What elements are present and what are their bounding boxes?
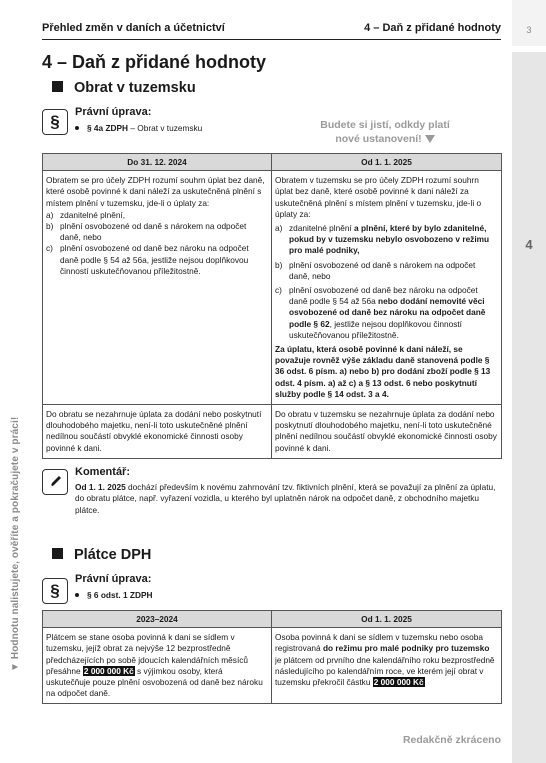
legal-basis-item: § 6 odst. 1 ZDPH: [75, 590, 152, 600]
column-header-new: Od 1. 1. 2025: [272, 611, 502, 628]
cell-old-exclusion: Do obratu se nezahrnuje úplata za dodání nebo poskytnutí dlouhodobého majetku, není-li toto uskutečněné plnění nedílnou součástí obvyklé ekonomické činnosti osoby povinné k dani.: [43, 405, 272, 459]
column-header-old: Do 31. 12. 2024: [43, 154, 272, 171]
square-bullet-icon: [52, 548, 63, 559]
vertical-hint: ▼ Hodnotu nalistujete, ověříte a pokračujete v práci!: [10, 416, 21, 672]
comment-text: Od 1. 1. 2025 dochází především k novému zahrnování tzv. fiktivních plnění, která se považují za plnění za úplatu, do obratu plátce, např. vyřazení vozidla, u kterého byl uplatněn nárok na odpočet daně, z obchodního majetku plátce.: [75, 482, 496, 515]
legal-basis-title: Právní úprava:: [75, 106, 152, 118]
header-chapter: 4 – Daň z přidané hodnoty: [364, 22, 501, 34]
header-publication: Přehled změn v daních a účetnictví: [42, 22, 225, 34]
column-header-new: Od 1. 1. 2025: [272, 154, 502, 171]
side-tab: [512, 0, 546, 763]
legal-basis-item: § 4a ZDPH – Obrat v tuzemsku: [75, 123, 202, 133]
section-heading-obrat: Obrat v tuzemsku: [52, 80, 196, 96]
paragraph-icon: §: [42, 578, 68, 604]
cell-new-payer: Osoba povinná k dani se sídlem v tuzemsku nebo osoba registrovaná do režimu pro malé podniky pro tuzemsko je plátcem od prvního dne kalendářního roku bezprostředně následujícího po kalendářním roce, ve kterém její obrat v tuzemsku překročil částku 2 000 000 Kč: [272, 628, 502, 704]
arrow-down-icon: [425, 135, 435, 143]
validity-notice: Budete si jistí, odkdy platí nové ustanovení!: [320, 119, 450, 145]
cell-new-exclusion: Do obratu v tuzemsku se nezahrnuje úplata za dodání nebo poskytnutí dlouhodobého majetku, není-li toto uskutečněné plnění nedílnou součástí obvyklé ekonomické činnosti osoby povinné k dani.: [272, 405, 502, 459]
chapter-number: 4: [525, 237, 533, 252]
legal-basis-title: Právní úprava:: [75, 573, 152, 585]
comment-title: Komentář:: [75, 466, 131, 478]
cell-old-payer: Plátcem se stane osoba povinná k dani se sídlem v tuzemsku, jejíž obrat za nejvýše 12 bezprostředně předcházejících po sobě jdoucích kalendářních měsíců přesáhne 2 000 000 Kč s výjimkou osoby, která uskutečňuje pouze plnění osvobozená od daně bez nároku na odpočet daně.: [43, 628, 272, 704]
page-number: 3: [512, 0, 546, 46]
pen-icon: [42, 469, 68, 495]
bullet-icon: [75, 593, 79, 597]
bullet-icon: [75, 126, 79, 130]
section-heading-platce: Plátce DPH: [52, 547, 151, 563]
comparison-table-obrat: [42, 153, 502, 459]
column-header-old: 2023–2024: [43, 611, 272, 628]
square-bullet-icon: [52, 81, 63, 92]
cell-new-definition: Obratem v tuzemsku se pro účely ZDPH rozumí souhrn úplat bez daně, které osobě povinné k dani náleží za uskutečněná plnění s místem plnění v tuzemsku, jde-li o úplaty za: a) zdanitelné plnění a plnění, které by bylo zdanitelné, pokud by v tuzemsku nebylo osvobozeno v režimu pro malé podniky, b) plnění osvobozené od daně s nárokem na odpočet daně, nebo c) plnění osvobozené od daně bez nároku na odpočet daně podle § 54 až 56a nebo dodání nemovité věci osvobozené od daně bez nároku na odpočet daně podle § 62, jestliže nejsou doplňkovou činností uskutečňovanou příležitostně. Za úplatu, která osobě povinné k dani náleží, se považuje rovněž výše základu daně stanovená podle § 36 odst. 6 písm. a) nebo b) pro dodání zboží podle § 13 odst. 4 písm. a) až c) a § 13 odst. 6 nebo poskytnutí služby podle § 14 odst. 3 a 4.: [272, 171, 502, 405]
paragraph-icon: §: [42, 109, 68, 135]
running-header: [42, 22, 501, 40]
cell-old-definition: Obratem se pro účely ZDPH rozumí souhrn úplat bez daně, které osobě povinné k dani náleží za uskutečněná plnění s místem plnění v tuzemsku, jde-li o úplaty za: a) zdanitelné plnění, b) plnění osvobozené od daně s nárokem na odpočet daně, nebo c) plnění osvobozené od daně bez nároku na odpočet daně podle § 54 až 56a, jestliže nejsou doplňkovou činností uskutečňovanou příležitostně.: [43, 171, 272, 405]
page-title: 4 – Daň z přidané hodnoty: [42, 52, 267, 72]
side-divider: [512, 46, 546, 52]
footer-note: Redakčně zkráceno: [402, 734, 501, 746]
comparison-table-platce: [42, 610, 502, 704]
